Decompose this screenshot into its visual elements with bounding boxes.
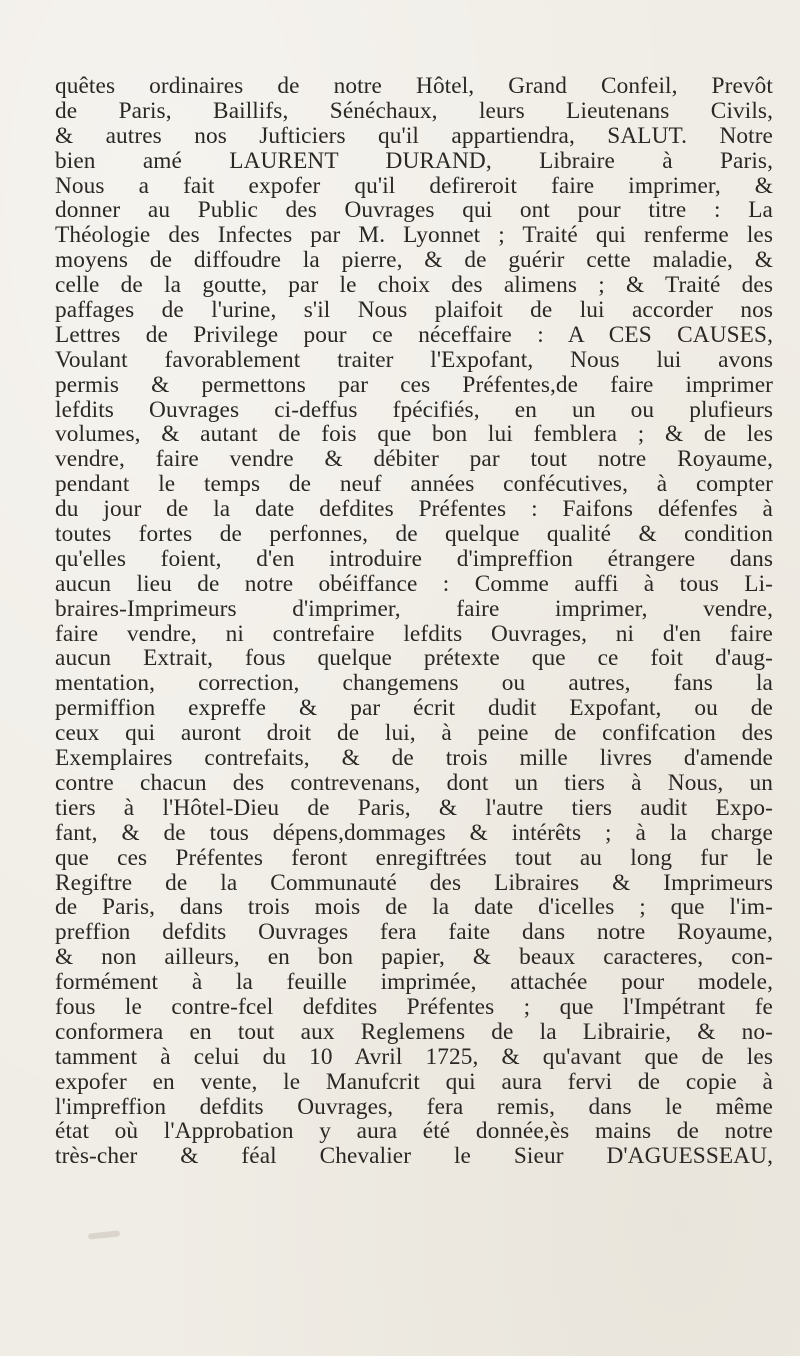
text-line: mentation, correction, changemens ou autres, fans la xyxy=(55,670,773,697)
ink-smudge xyxy=(88,1230,120,1239)
text-line: permiffion expreffe & par écrit dudit Expofant, ou de xyxy=(55,695,773,722)
text-line: Exemplaires contrefaits, & de trois mille livres d'amende xyxy=(55,745,773,772)
privilege-text xyxy=(55,74,773,1169)
text-line: pendant le temps de neuf années confécutives, à compter xyxy=(55,471,773,498)
text-line: Nous a fait expofer qu'il defireroit faire imprimer, & xyxy=(55,172,773,199)
text-line: que ces Préfentes feront enregiftrées tout au long fur le xyxy=(55,844,773,871)
text-line: aucun lieu de notre obéiffance : Comme auffi à tous Li- xyxy=(55,570,773,597)
text-line: moyens de diffoudre la pierre, & de guérir cette maladie, & xyxy=(55,247,773,274)
text-line: permis & permettons par ces Préfentes,de faire imprimer xyxy=(55,371,773,398)
text-line: Lettres de Privilege pour ce néceffaire : A CES CAUSES, xyxy=(55,321,773,348)
text-line: de Paris, Baillifs, Sénéchaux, leurs Lieutenans Civils, xyxy=(55,97,773,124)
text-line: formément à la feuille imprimée, attachée pour modele, xyxy=(55,969,773,996)
text-line: & non ailleurs, en bon papier, & beaux caracteres, con- xyxy=(55,944,773,971)
text-line: toutes fortes de perfonnes, de quelque qualité & condition xyxy=(55,521,773,548)
text-line: Voulant favorablement traiter l'Expofant, Nous lui avons xyxy=(55,346,773,373)
text-line: bien amé LAURENT DURAND, Libraire à Paris, xyxy=(55,147,773,174)
text-line: fant, & de tous dépens,dommages & intérêts ; à la charge xyxy=(55,819,773,846)
text-line: ceux qui auront droit de lui, à peine de confifcation des xyxy=(55,720,773,747)
text-line: vendre, faire vendre & débiter par tout notre Royaume, xyxy=(55,446,773,473)
text-line: expofer en vente, le Manufcrit qui aura fervi de copie à xyxy=(55,1068,773,1095)
text-line: tiers à l'Hôtel-Dieu de Paris, & l'autre tiers audit Expo- xyxy=(55,794,773,821)
text-line: du jour de la date defdites Préfentes : Faifons défenfes à xyxy=(55,496,773,523)
text-line: quêtes ordinaires de notre Hôtel, Grand Confeil, Prevôt xyxy=(55,73,773,99)
text-line: faire vendre, ni contrefaire lefdits Ouvrages, ni d'en faire xyxy=(55,620,773,647)
text-line: l'impreffion defdits Ouvrages, fera remis, dans le même xyxy=(55,1093,773,1120)
text-line: conformera en tout aux Reglemens de la Librairie, & no- xyxy=(55,1018,773,1045)
text-line: & autres nos Jufticiers qu'il appartiendra, SALUT. Notre xyxy=(55,122,773,149)
text-line: paffages de l'urine, s'il Nous plaifoit de lui accorder nos xyxy=(55,297,773,324)
text-line: Théologie des Infectes par M. Lyonnet ; Traité qui renferme les xyxy=(55,222,773,249)
text-line: celle de la goutte, par le choix des alimens ; & Traité des xyxy=(55,272,773,299)
text-line: contre chacun des contrevenans, dont un tiers à Nous, un xyxy=(55,769,773,796)
text-line: aucun Extrait, fous quelque prétexte que ce foit d'aug- xyxy=(55,645,773,672)
text-line: qu'elles foient, d'en introduire d'impreffion étrangere dans xyxy=(55,545,773,572)
text-line: braires-Imprimeurs d'imprimer, faire imprimer, vendre, xyxy=(55,595,773,622)
text-line: volumes, & autant de fois que bon lui femblera ; & de les xyxy=(55,421,773,448)
text-line: de Paris, dans trois mois de la date d'icelles ; que l'im- xyxy=(55,894,773,921)
text-line: très-cher & féal Chevalier le Sieur D'AGUESSEAU, xyxy=(55,1143,773,1170)
text-line: lefdits Ouvrages ci-deffus fpécifiés, en un ou plufieurs xyxy=(55,396,773,423)
text-line: état où l'Approbation y aura été donnée,ès mains de notre xyxy=(55,1118,773,1145)
text-line: preffion defdits Ouvrages fera faite dans notre Royaume, xyxy=(55,919,773,946)
text-line: fous le contre-fcel defdites Préfentes ; que l'Impétrant fe xyxy=(55,993,773,1020)
text-line: tamment à celui du 10 Avril 1725, & qu'avant que de les xyxy=(55,1043,773,1070)
text-line: Regiftre de la Communauté des Libraires & Imprimeurs xyxy=(55,869,773,896)
text-line: donner au Public des Ouvrages qui ont pour titre : La xyxy=(55,197,773,224)
